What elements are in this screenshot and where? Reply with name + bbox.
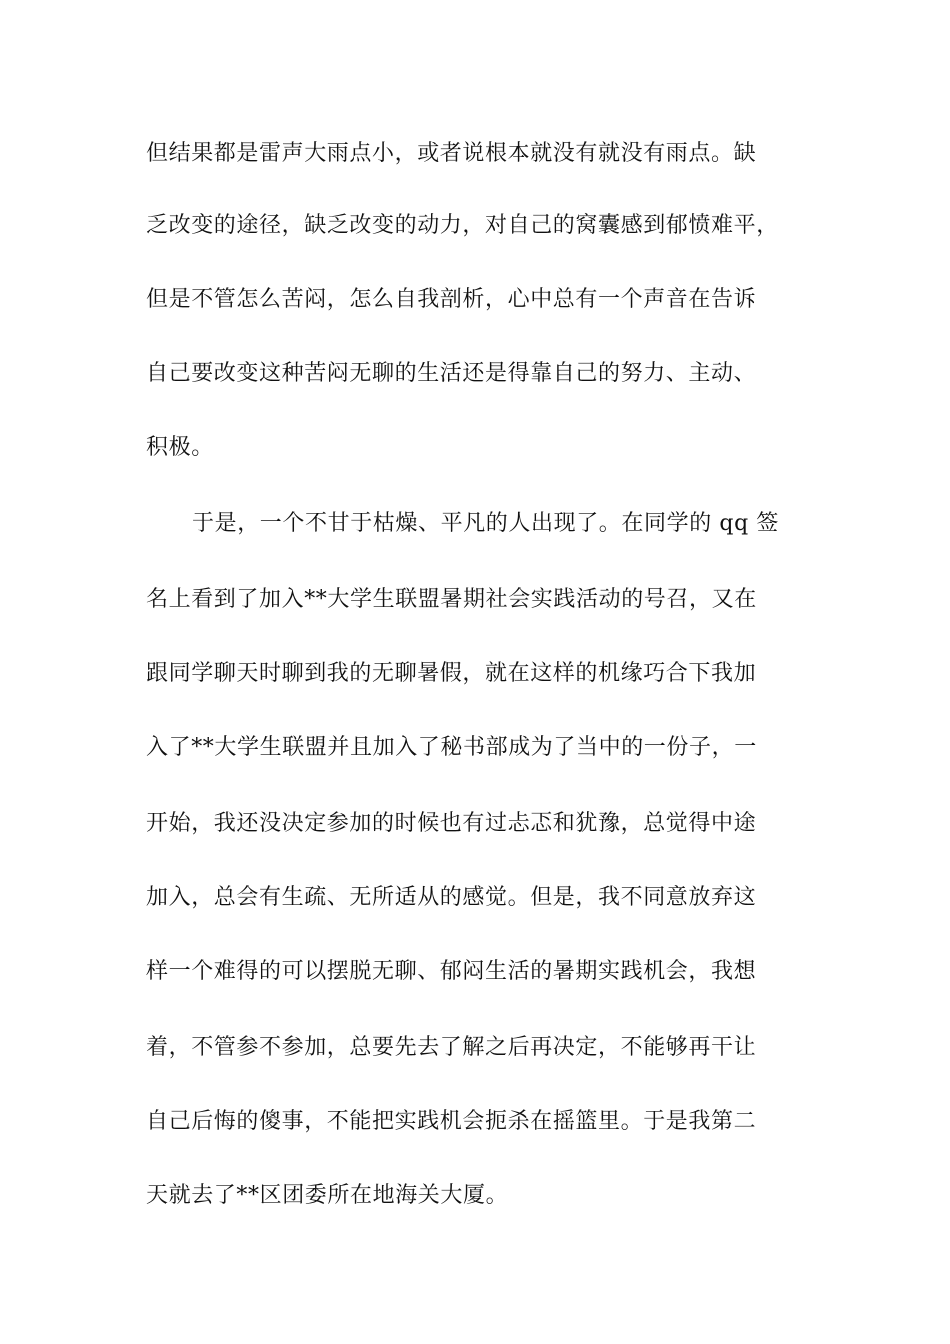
text-line: 名上看到了加入**大学生联盟暑期社会实践活动的号召，又在	[146, 587, 757, 612]
text-line: 跟同学聊天时聊到我的无聊暑假，就在这样的机缘巧合下我加	[146, 661, 757, 686]
text-line: 乏改变的途径，缺乏改变的动力，对自己的窝囊感到郁愤难平，	[146, 213, 779, 238]
text-line: 天就去了**区团委所在地海关大厦。	[146, 1183, 509, 1208]
text-line: 积极。	[146, 435, 214, 460]
text-line: 入了**大学生联盟并且加入了秘书部成为了当中的一份子，一	[146, 735, 757, 760]
text-line: 于是，一个不甘于枯燥、平凡的人出现了。在同学的 qq 签	[192, 511, 779, 536]
text-line: 但结果都是雷声大雨点小，或者说根本就没有就没有雨点。缺	[146, 141, 757, 166]
text-line: 着，不管参不参加，总要先去了解之后再决定，不能够再干让	[146, 1035, 757, 1060]
text-line: 开始，我还没决定参加的时候也有过忐忑和犹豫，总觉得中途	[146, 811, 757, 836]
text-line: 但是不管怎么苦闷，怎么自我剖析，心中总有一个声音在告诉	[146, 287, 757, 312]
text-line: 自己后悔的傻事，不能把实践机会扼杀在摇篮里。于是我第二	[146, 1109, 757, 1134]
text-line: 加入，总会有生疏、无所适从的感觉。但是，我不同意放弃这	[146, 885, 757, 910]
text-line: 样一个难得的可以摆脱无聊、郁闷生活的暑期实践机会，我想	[146, 959, 757, 984]
text-line: 自己要改变这种苦闷无聊的生活还是得靠自己的努力、主动、	[146, 361, 757, 386]
